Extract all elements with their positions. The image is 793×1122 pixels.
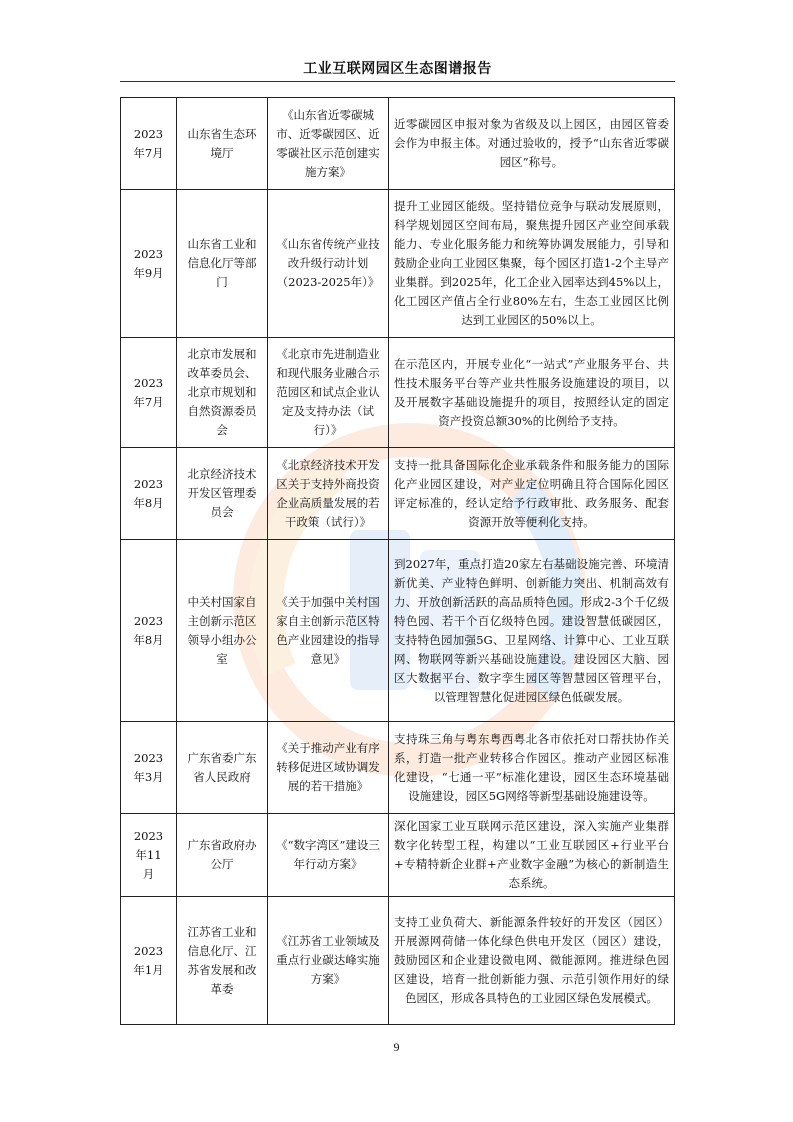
table-row (121, 98, 675, 190)
row-date: 2023 年9月 (121, 190, 177, 338)
row-policy-document: 《山东省近零碳城市、近零碳园区、近零碳社区示范创建实施方案》 (268, 98, 389, 190)
row-policy-content: 在示范区内，开展专业化“一站式”产业服务平台、共性技术服务平台等产业共性服务设施建设的项目，以及开展数字基础设施提升的项目，按照经认定的固定资产投资总额30%的比例给予支持。 (389, 338, 675, 448)
page-header-title: 工业互联网园区生态图谱报告 (303, 61, 492, 77)
row-date: 2023 年11 月 (121, 814, 177, 897)
row-policy-content: 深化国家工业互联网示范区建设，深入实施产业集群数字化转型工程，构建以“工业互联园区+行业平台+专精特新企业群+产业数字金融”为核心的新制造生态系统。 (389, 814, 675, 897)
table-row (121, 448, 675, 540)
row-department: 山东省工业和信息化厅等部门 (177, 190, 268, 338)
table-row (121, 190, 675, 338)
row-department: 北京市发展和改革委员会、北京市规划和自然资源委员会 (177, 338, 268, 448)
table-row (121, 540, 675, 722)
row-policy-document: 《关于加强中关村国家自主创新示范区特色产业园建设的指导意见》 (268, 540, 389, 722)
row-policy-document: 《“数字湾区”建设三年行动方案》 (268, 814, 389, 897)
policy-table (120, 97, 675, 1025)
row-policy-content: 近零碳园区申报对象为省级及以上园区，由园区管委会作为申报主体。对通过验收的，授予“山东省近零碳园区”称号。 (389, 98, 675, 190)
row-department: 广东省政府办公厅 (177, 814, 268, 897)
table-row (121, 814, 675, 897)
row-date: 2023 年8月 (121, 540, 177, 722)
row-policy-content: 支持珠三角与粤东粤西粤北各市依托对口帮扶协作关系，打造一批产业转移合作园区。推动产业园区标准化建设，“七通一平”标准化建设，园区生态环境基础设施建设，园区5G网络等新型基础设施建设等。 (389, 722, 675, 814)
row-department: 广东省委广东省人民政府 (177, 722, 268, 814)
row-date: 2023 年8月 (121, 448, 177, 540)
row-policy-document: 《山东省传统产业技改升级行动计划（2023-2025年）》 (268, 190, 389, 338)
row-policy-content: 到2027年，重点打造20家左右基础设施完善、环境清新优美、产业特色鲜明、创新能力突出、机制高效有力、开放创新活跃的高品质特色园。形成2-3个千亿级特色园、若干个百亿级特色园。建设智慧低碳园区，支持特色园加强5G、卫星网络、计算中心、工业互联网、物联网等新兴基础设施建设。建设园区大脑、园区大数据平台、数字孪生园区等智慧园区管理平台，以管理智慧化促进园区绿色低碳发展。 (389, 540, 675, 722)
table-row (121, 897, 675, 1025)
row-policy-content: 提升工业园区能级。坚持错位竞争与联动发展原则，科学规划园区空间布局，聚焦提升园区产业空间承载能力、专业化服务能力和统筹协调发展能力，引导和鼓励企业向工业园区集聚，每个园区打造1-2个主导产业集群。到2025年，化工企业入园率达到45%以上，化工园区产值占全行业80%左右，生态工业园区比例达到工业园区的50%以上。 (389, 190, 675, 338)
row-policy-document: 《北京市先进制造业和现代服务业融合示范园区和试点企业认定及支持办法（试行）》 (268, 338, 389, 448)
row-department: 山东省生态环境厅 (177, 98, 268, 190)
row-department: 北京经济技术开发区管理委员会 (177, 448, 268, 540)
header-divider (120, 81, 675, 82)
row-policy-document: 《北京经济技术开发区关于支持外商投资企业高质量发展的若干政策（试行）》 (268, 448, 389, 540)
row-department: 江苏省工业和信息化厅、江苏省发展和改革委 (177, 897, 268, 1025)
row-date: 2023 年7月 (121, 338, 177, 448)
table-row (121, 338, 675, 448)
row-date: 2023 年3月 (121, 722, 177, 814)
row-date: 2023 年1月 (121, 897, 177, 1025)
row-department: 中关村国家自主创新示范区领导小组办公室 (177, 540, 268, 722)
table-row (121, 722, 675, 814)
row-policy-content: 支持工业负荷大、新能源条件较好的开发区（园区）开展源网荷储一体化绿色供电开发区（园区）建设，鼓励园区和企业建设微电网、微能源网。推进绿色园区建设，培育一批创新能力强、示范引领作用好的绿色园区，形成各具特色的工业园区绿色发展模式。 (389, 897, 675, 1025)
row-date: 2023 年7月 (121, 98, 177, 190)
row-policy-document: 《关于推动产业有序转移促进区域协调发展的若干措施》 (268, 722, 389, 814)
row-policy-content: 支持一批具备国际化企业承载条件和服务能力的国际化产业园区建设，对产业定位明确且符合国际化园区评定标准的，经认定给予行政审批、政务服务、配套资源开放等便利化支持。 (389, 448, 675, 540)
page-number: 9 (393, 1040, 400, 1054)
row-policy-document: 《江苏省工业领域及重点行业碳达峰实施方案》 (268, 897, 389, 1025)
